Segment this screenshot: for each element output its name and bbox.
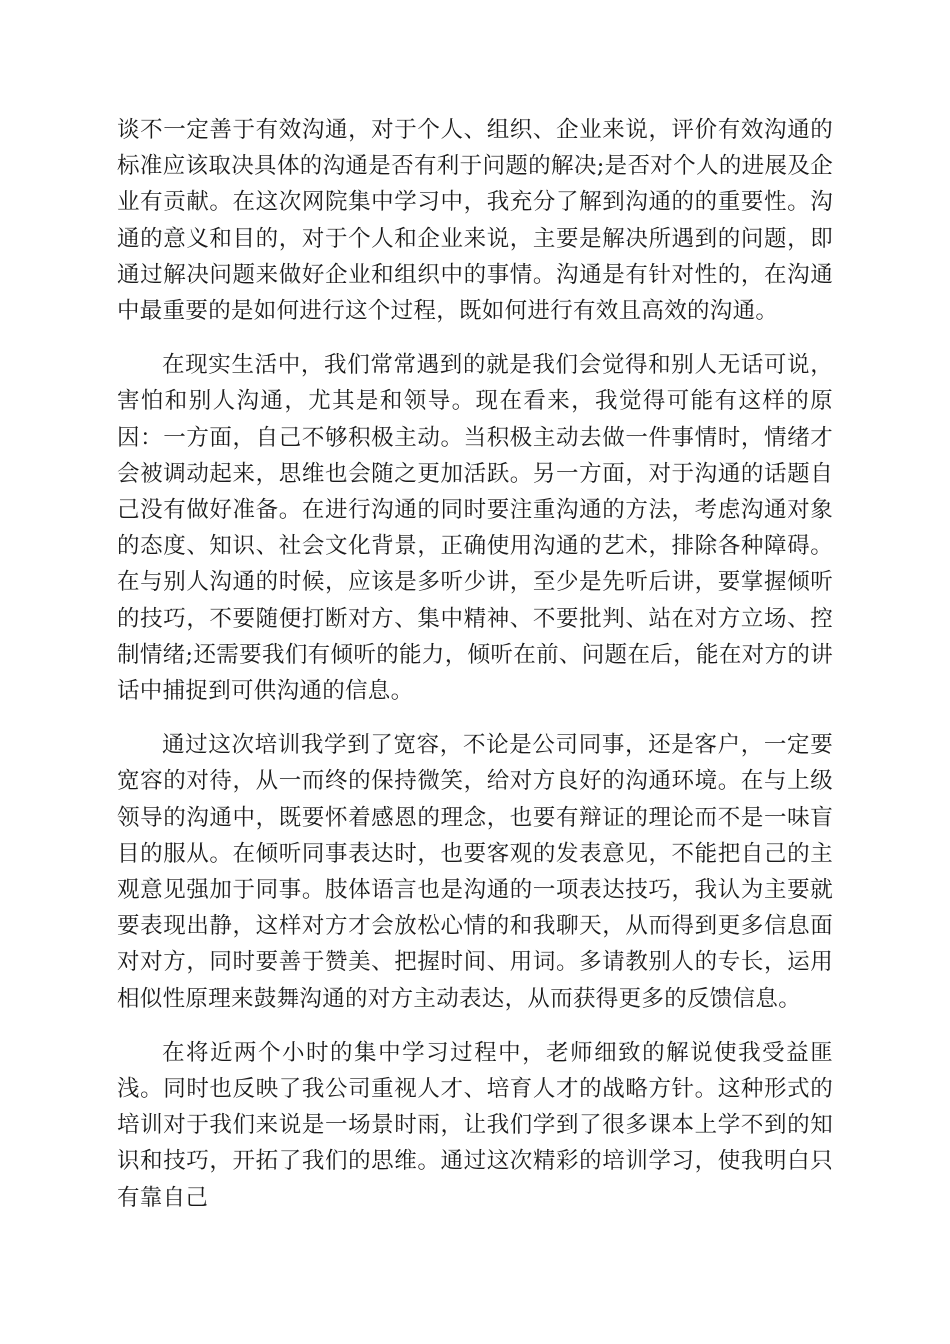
paragraph-3: 通过这次培训我学到了宽容，不论是公司同事，还是客户，一定要宽容的对待，从一而终的保持微笑，给对方良好的沟通环境。在与上级领导的沟通中，既要怀着感恩的理念，也要有辩证的理论而不是一味盲目的服从。在倾听同事表达时，也要客观的发表意见，不能把自己的主观意见强加于同事。肢体语言也是沟通的一项表达技巧，我认为主要就要表现出静，这样对方才会放松心情的和我聊天，从而得到更多信息面对对方，同时要善于赞美、把握时间、用词。多请教别人的专长，运用相似性原理来鼓舞沟通的对方主动表达，从而获得更多的反馈信息。 (117, 732, 833, 1012)
paragraph-1: 谈不一定善于有效沟通，对于个人、组织、企业来说，评价有效沟通的标准应该取决具体的沟通是否有利于问题的解决;是否对个人的进展及企业有贡献。在这次网院集中学习中，我充分了解到沟通的的重要性。沟通的意义和目的，对于个人和企业来说，主要是解决所遇到的问题，即通过解决问题来做好企业和组织中的事情。沟通是有针对性的，在沟通中最重要的是如何进行这个过程，既如何进行有效且高效的沟通。 (117, 117, 833, 325)
document-body (117, 112, 833, 1234)
paragraph-4: 在将近两个小时的集中学习过程中，老师细致的解说使我受益匪浅。同时也反映了我公司重视人才、培育人才的战略方针。这种形式的培训对于我们来说是一场景时雨，让我们学到了很多课本上学不到的知识和技巧，开拓了我们的思维。通过这次精彩的培训学习，使我明白只有靠自己 (117, 1039, 833, 1211)
paragraph-2: 在现实生活中，我们常常遇到的就是我们会觉得和别人无话可说，害怕和别人沟通，尤其是和领导。现在看来，我觉得可能有这样的原因：一方面，自己不够积极主动。当积极主动去做一件事情时，情绪才会被调动起来，思维也会随之更加活跃。另一方面，对于沟通的话题自己没有做好准备。在进行沟通的同时要注重沟通的方法，考虑沟通对象的态度、知识、社会文化背景，正确使用沟通的艺术，排除各种障碍。在与别人沟通的时候，应该是多听少讲，至少是先听后讲，要掌握倾听的技巧，不要随便打断对方、集中精神、不要批判、站在对方立场、控制情绪;还需要我们有倾听的能力，倾听在前、问题在后，能在对方的讲话中捕捉到可供沟通的信息。 (117, 352, 833, 705)
